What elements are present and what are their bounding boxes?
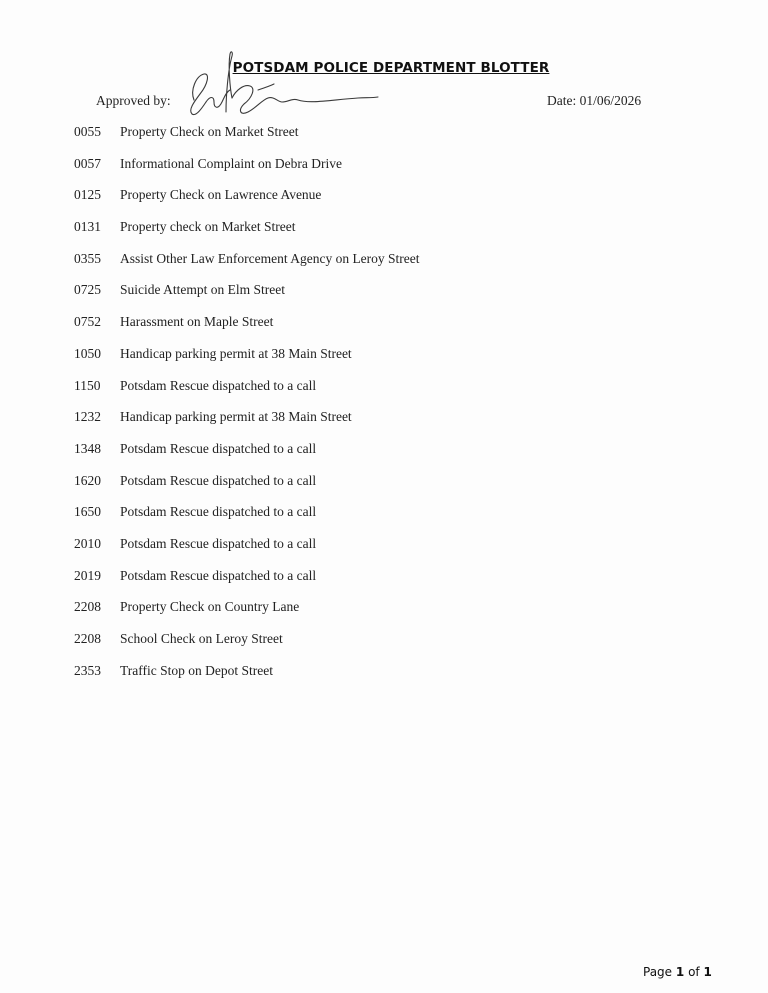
blotter-entry (74, 378, 420, 410)
blotter-entry (74, 346, 420, 378)
entry-time: 1232 (74, 409, 101, 425)
entry-description: Potsdam Rescue dispatched to a call (120, 535, 317, 551)
blotter-entry (74, 536, 420, 568)
entry-description: Property check on Market Street (120, 219, 296, 235)
entry-description: Handicap parking permit at 38 Main Street (120, 345, 352, 361)
blotter-entry (74, 187, 420, 219)
blotter-date: Date: 01/06/2026 (547, 93, 642, 108)
entry-description: Potsdam Rescue dispatched to a call (120, 504, 317, 520)
entry-time: 0057 (74, 155, 101, 171)
page-title: POTSDAM POLICE DEPARTMENT BLOTTER (232, 60, 550, 76)
entry-description: Informational Complaint on Debra Drive (120, 155, 342, 171)
entry-description: School Check on Leroy Street (120, 631, 283, 646)
entry-description: Property Check on Lawrence Avenue (120, 187, 322, 203)
entry-time: 0055 (74, 124, 101, 139)
entry-description: Handicap parking permit at 38 Main Street (120, 409, 352, 425)
blotter-entry (74, 599, 420, 631)
entry-time: 2019 (74, 567, 101, 583)
entry-time: 2010 (74, 535, 101, 551)
blotter-entry (74, 631, 420, 663)
entry-description: Assist Other Law Enforcement Agency on Leroy Street (120, 250, 420, 266)
approved-by-label: Approved by: (96, 93, 171, 108)
entry-time: 1050 (74, 345, 101, 361)
entry-description: Potsdam Rescue dispatched to a call (120, 472, 317, 488)
page-word: Page (643, 965, 673, 979)
blotter-entry (74, 124, 420, 156)
entry-time: 2208 (74, 631, 101, 646)
page-number: 1 (675, 965, 685, 979)
entry-time: 1348 (74, 440, 101, 456)
entry-description: Potsdam Rescue dispatched to a call (120, 567, 317, 583)
entry-description: Property Check on Country Lane (120, 599, 300, 615)
blotter-entry (74, 504, 420, 536)
blotter-entry (74, 282, 420, 314)
entry-time: 0131 (74, 219, 101, 235)
of-word: of (688, 965, 700, 979)
page-total: 1 (703, 965, 712, 979)
entry-time: 0725 (74, 282, 101, 298)
blotter-entry (74, 473, 420, 505)
blotter-entry (74, 314, 420, 346)
blotter-entry (74, 156, 420, 188)
blotter-entry (74, 568, 420, 600)
entry-time: 1620 (74, 472, 101, 488)
entry-description: Potsdam Rescue dispatched to a call (120, 377, 317, 393)
entry-time: 0752 (74, 314, 101, 330)
entry-time: 1150 (74, 377, 101, 393)
page-number-footer (643, 965, 712, 979)
blotter-entry (74, 441, 420, 473)
blotter-entry (74, 219, 420, 251)
blotter-entry (74, 251, 420, 283)
entry-time: 2353 (74, 662, 101, 678)
entry-time: 2208 (74, 599, 101, 615)
blotter-entry (74, 663, 420, 695)
blotter-entry (74, 409, 420, 441)
entry-description: Suicide Attempt on Elm Street (120, 282, 285, 298)
entry-time: 0355 (74, 250, 101, 266)
entry-description: Property Check on Market Street (120, 124, 299, 139)
blotter-entry-list (74, 124, 420, 694)
entry-description: Traffic Stop on Depot Street (120, 662, 273, 678)
entry-description: Harassment on Maple Street (120, 314, 274, 330)
entry-time: 0125 (74, 187, 101, 203)
entry-time: 1650 (74, 504, 101, 520)
entry-description: Potsdam Rescue dispatched to a call (120, 440, 317, 456)
